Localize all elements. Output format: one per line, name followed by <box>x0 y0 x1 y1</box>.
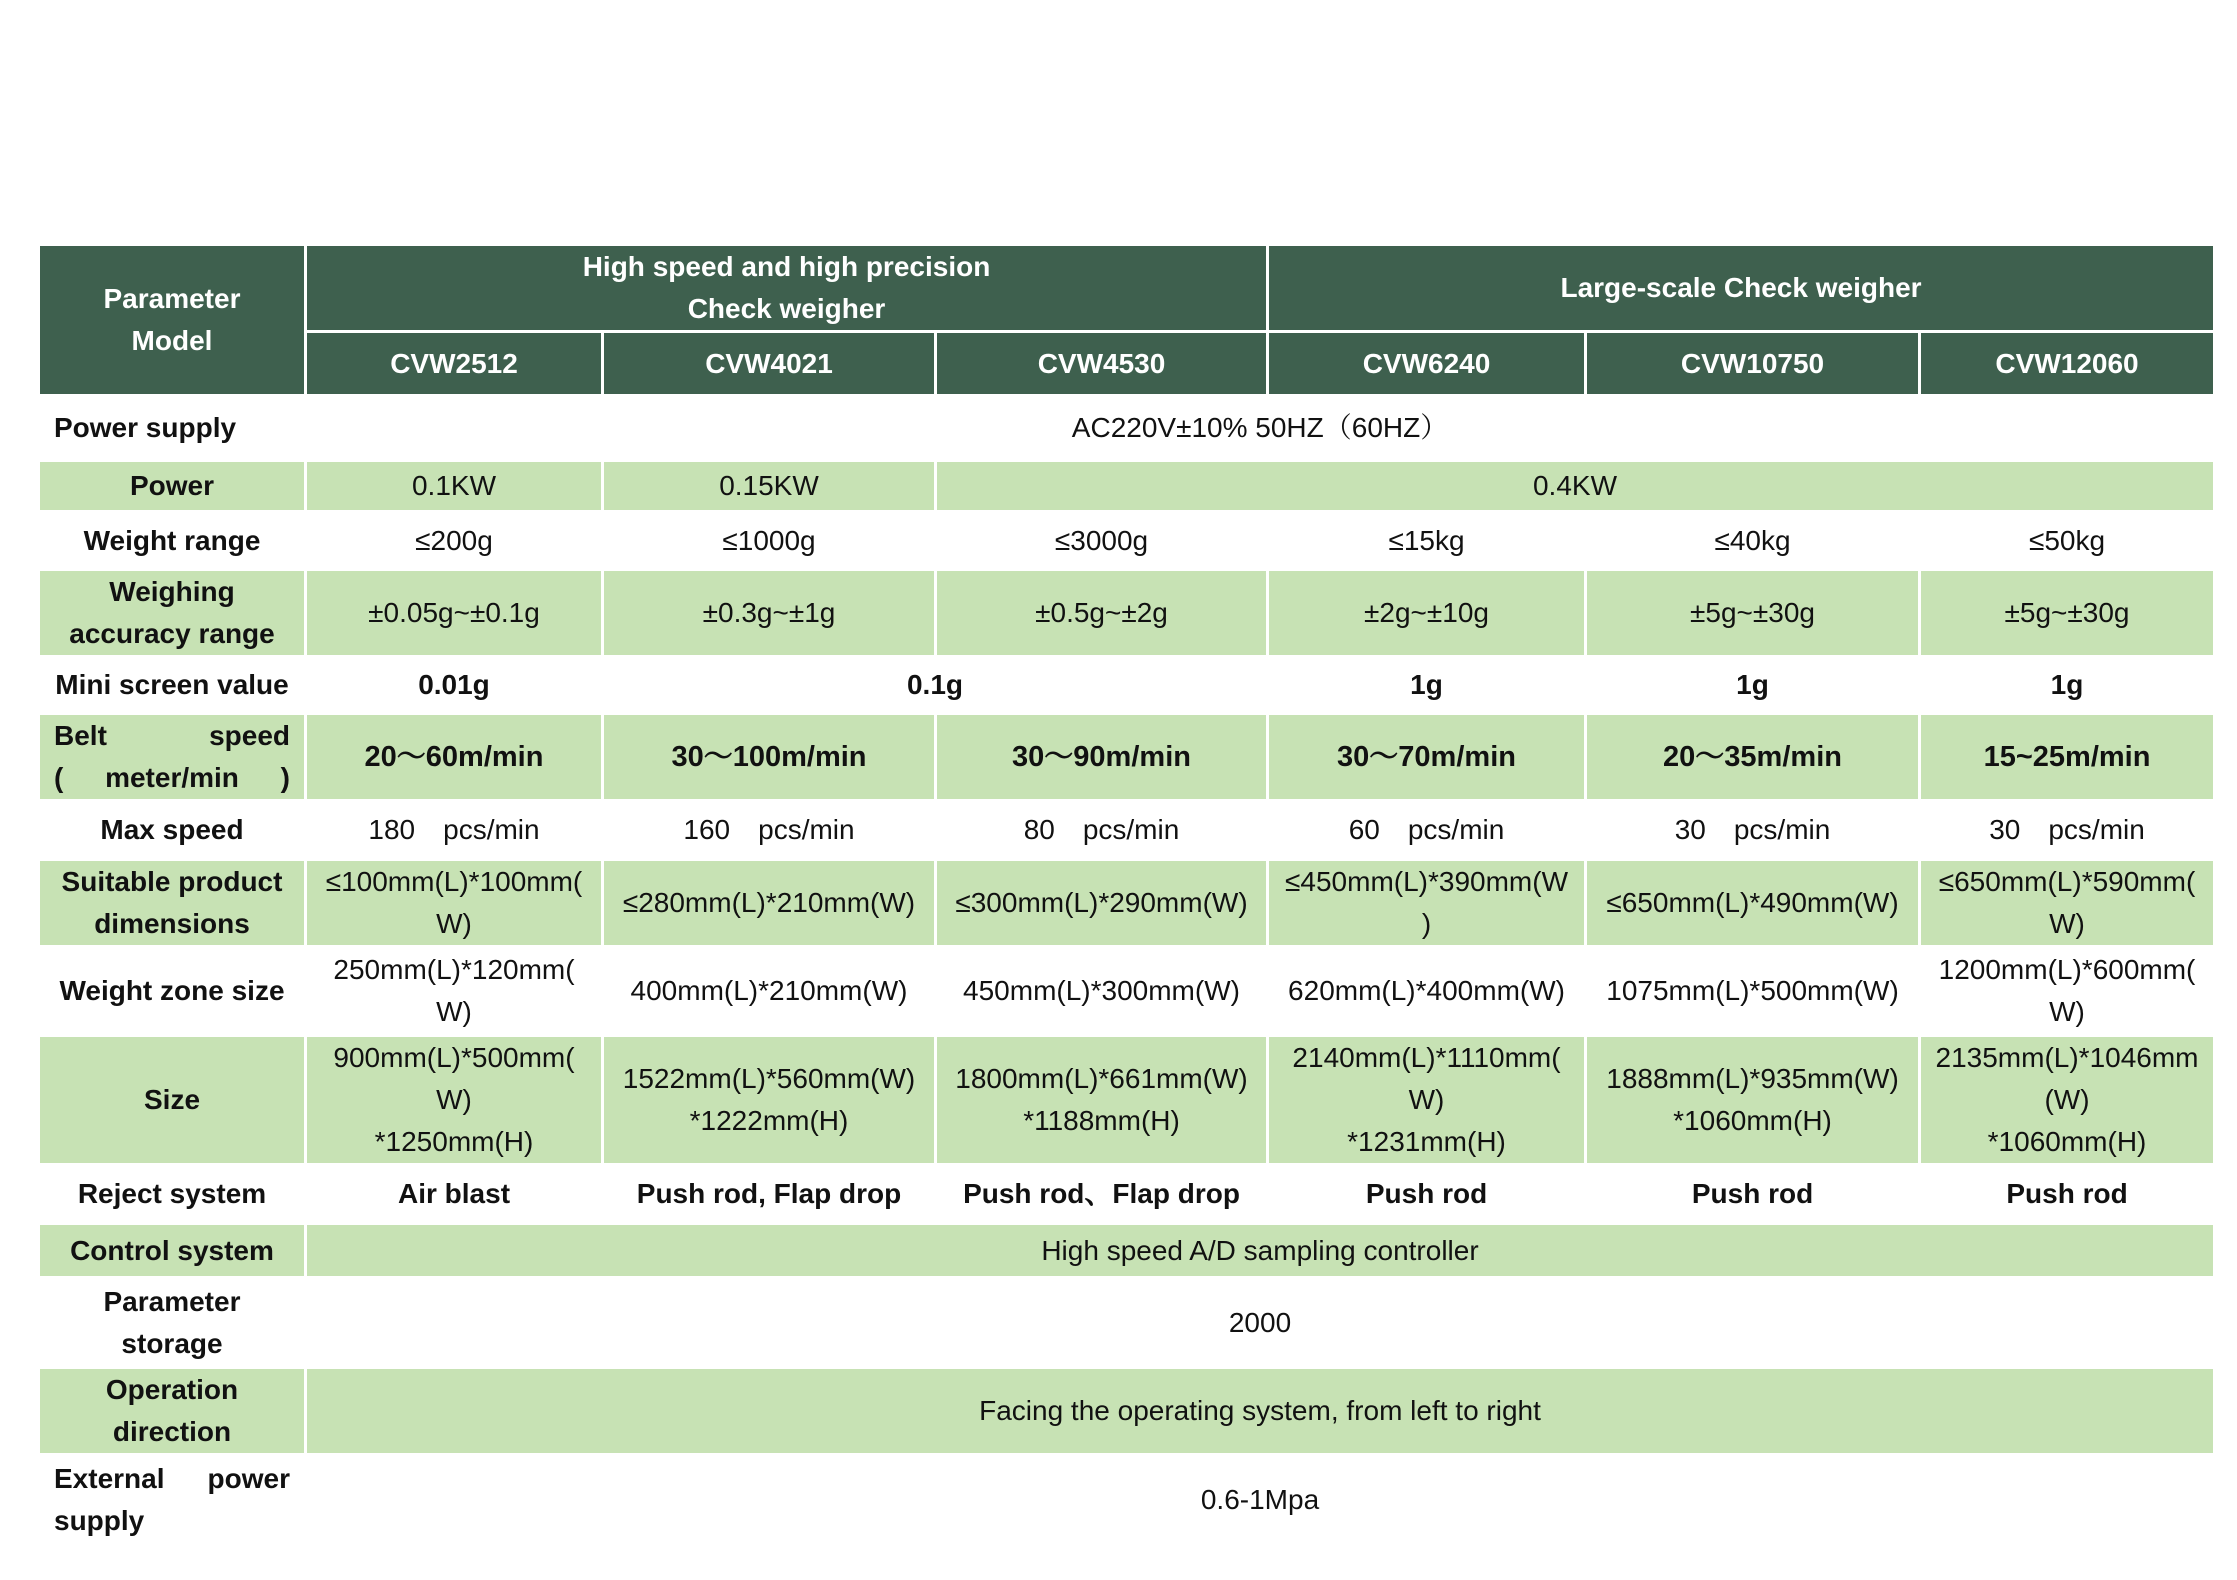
row-label <box>39 860 306 947</box>
cell-value: 30～100m/min <box>603 714 936 801</box>
cell-line: W) <box>436 908 472 939</box>
cell-value: 180 pcs/min <box>306 801 603 860</box>
cell-value <box>1268 1036 1586 1165</box>
row-label <box>39 1278 306 1368</box>
cell-line: 2140mm(L)*1110mm( <box>1292 1042 1561 1073</box>
row-accuracy <box>39 570 2215 657</box>
cell-line: W) <box>436 996 472 1027</box>
cell-line: W) <box>1408 1084 1445 1115</box>
cell-line: 1522mm(L)*560mm(W) <box>622 1063 916 1094</box>
cell-line: ) <box>1421 908 1432 939</box>
header-group-large-scale: Large-scale Check weigher <box>1268 245 2215 332</box>
cell-value: Push rod、Flap drop <box>936 1165 1268 1224</box>
cell-value: High speed A/D sampling controller <box>306 1224 2215 1278</box>
cell-value: Facing the operating system, from left to right <box>306 1368 2215 1455</box>
row-label-line: accuracy range <box>69 618 275 649</box>
row-control-system <box>39 1224 2215 1278</box>
header-group-high-speed <box>306 245 1268 332</box>
cell-line: W) <box>2049 908 2085 939</box>
cell-value: Push rod <box>1920 1165 2215 1224</box>
cell-line: *1060mm(H) <box>1673 1105 1832 1136</box>
cell-value: 80 pcs/min <box>936 801 1268 860</box>
row-reject-system <box>39 1165 2215 1224</box>
row-power <box>39 461 2215 512</box>
cell-line: (W) <box>2044 1084 2090 1115</box>
cell-line: W) <box>436 1084 472 1115</box>
cell-value: 30 pcs/min <box>1586 801 1920 860</box>
row-label-line: ( meter/min ) <box>54 762 290 793</box>
row-label <box>39 1455 306 1545</box>
cell-line: 900mm(L)*500mm( <box>333 1042 575 1073</box>
row-label: Weight range <box>39 512 306 570</box>
cell-line: *1222mm(H) <box>689 1105 849 1136</box>
cell-value: 30～90m/min <box>936 714 1268 801</box>
cell-value: 15~25m/min <box>1920 714 2215 801</box>
header-corner-line1: Parameter <box>103 283 241 314</box>
row-label-line: External power <box>54 1462 290 1494</box>
header-corner-line2: Model <box>131 325 213 356</box>
cell-line: W) <box>2049 996 2085 1027</box>
row-label: Weight zone size <box>39 947 306 1036</box>
cell-line: *1188mm(H) <box>1023 1105 1180 1136</box>
cell-value: Push rod <box>1586 1165 1920 1224</box>
row-belt-speed <box>39 714 2215 801</box>
cell-value: 30 pcs/min <box>1920 801 2215 860</box>
model-header: CVW4530 <box>936 332 1268 396</box>
cell-value: ±0.3g~±1g <box>603 570 936 657</box>
row-label-line: direction <box>112 1416 232 1447</box>
row-max-speed <box>39 801 2215 860</box>
cell-value: 30～70m/min <box>1268 714 1586 801</box>
row-label-line: supply <box>54 1504 145 1536</box>
cell-line: 1200mm(L)*600mm( <box>1938 954 2196 985</box>
cell-line: *1060mm(H) <box>1987 1126 2147 1157</box>
cell-value: ±2g~±10g <box>1268 570 1586 657</box>
row-operation-direction <box>39 1368 2215 1455</box>
cell-value: 0.15KW <box>603 461 936 512</box>
model-header: CVW6240 <box>1268 332 1586 396</box>
cell-value: ≤200g <box>306 512 603 570</box>
row-label-line: Suitable product <box>61 866 283 897</box>
row-parameter-storage <box>39 1278 2215 1368</box>
cell-value <box>306 1036 603 1165</box>
cell-value <box>306 947 603 1036</box>
cell-line: *1250mm(H) <box>374 1126 534 1157</box>
cell-value: 1g <box>1586 657 1920 714</box>
cell-value: AC220V±10% 50HZ（60HZ） <box>306 396 2215 461</box>
cell-value: ≤15kg <box>1268 512 1586 570</box>
cell-value: Air blast <box>306 1165 603 1224</box>
row-label-line: Parameter <box>103 1285 241 1317</box>
cell-value: ±0.05g~±0.1g <box>306 570 603 657</box>
header-corner <box>39 245 306 396</box>
cell-value <box>1920 947 2215 1036</box>
spec-table <box>37 243 2216 1546</box>
cell-value <box>1586 1036 1920 1165</box>
cell-value: 160 pcs/min <box>603 801 936 860</box>
cell-value: 1g <box>1920 657 2215 714</box>
row-power-supply <box>39 396 2215 461</box>
model-header: CVW12060 <box>1920 332 2215 396</box>
cell-line: ≤100mm(L)*100mm( <box>325 866 583 897</box>
row-label-line: Operation <box>105 1374 239 1405</box>
row-label-line: Belt speed <box>54 720 290 751</box>
cell-line: ≤650mm(L)*590mm( <box>1938 866 2196 897</box>
model-header: CVW4021 <box>603 332 936 396</box>
row-weight-zone-size <box>39 947 2215 1036</box>
cell-value: 60 pcs/min <box>1268 801 1586 860</box>
row-external-power <box>39 1455 2215 1545</box>
header-group1-line1: High speed and high precision <box>582 251 991 282</box>
cell-line: 1800mm(L)*661mm(W) <box>955 1063 1248 1094</box>
cell-value: ±5g~±30g <box>1920 570 2215 657</box>
row-label <box>39 570 306 657</box>
cell-line: 2135mm(L)*1046mm <box>1935 1042 2199 1073</box>
row-weight-range <box>39 512 2215 570</box>
cell-value: 620mm(L)*400mm(W) <box>1268 947 1586 1036</box>
row-label <box>39 714 306 801</box>
cell-value: ≤280mm(L)*210mm(W) <box>603 860 936 947</box>
cell-value: 0.1g <box>603 657 1268 714</box>
cell-value: 20～60m/min <box>306 714 603 801</box>
model-header: CVW10750 <box>1586 332 1920 396</box>
cell-value: 1075mm(L)*500mm(W) <box>1586 947 1920 1036</box>
model-header: CVW2512 <box>306 332 603 396</box>
cell-line: 1888mm(L)*935mm(W) <box>1606 1063 1899 1094</box>
header-row-models <box>39 332 2215 396</box>
cell-line: ≤450mm(L)*390mm(W <box>1285 866 1568 897</box>
row-size <box>39 1036 2215 1165</box>
cell-value: 400mm(L)*210mm(W) <box>603 947 936 1036</box>
cell-value: 20～35m/min <box>1586 714 1920 801</box>
row-product-dimensions <box>39 860 2215 947</box>
cell-value: 0.6-1Mpa <box>306 1455 2215 1545</box>
cell-value: 1g <box>1268 657 1586 714</box>
cell-value: ≤1000g <box>603 512 936 570</box>
cell-value: 2000 <box>306 1278 2215 1368</box>
row-label: Mini screen value <box>39 657 306 714</box>
cell-line: *1231mm(H) <box>1347 1126 1506 1157</box>
cell-value <box>936 1036 1268 1165</box>
cell-value: ±5g~±30g <box>1586 570 1920 657</box>
cell-value: 450mm(L)*300mm(W) <box>936 947 1268 1036</box>
row-label <box>39 1368 306 1455</box>
cell-value: Push rod <box>1268 1165 1586 1224</box>
cell-value: ≤50kg <box>1920 512 2215 570</box>
row-label: Size <box>39 1036 306 1165</box>
row-label-line: Weighing <box>109 576 235 607</box>
cell-value: Push rod, Flap drop <box>603 1165 936 1224</box>
row-label: Control system <box>39 1224 306 1278</box>
cell-value <box>1920 860 2215 947</box>
header-row-groups <box>39 245 2215 332</box>
cell-value: ≤3000g <box>936 512 1268 570</box>
cell-value: ≤300mm(L)*290mm(W) <box>936 860 1268 947</box>
row-label: Power supply <box>39 396 306 461</box>
cell-line: 250mm(L)*120mm( <box>333 954 575 985</box>
cell-value: ≤40kg <box>1586 512 1920 570</box>
cell-value: 0.1KW <box>306 461 603 512</box>
cell-value: ≤650mm(L)*490mm(W) <box>1586 860 1920 947</box>
cell-value: 0.01g <box>306 657 603 714</box>
header-group1-line2: Check weigher <box>687 293 886 324</box>
row-label-line: dimensions <box>94 908 250 939</box>
row-label: Power <box>39 461 306 512</box>
cell-value: ±0.5g~±2g <box>936 570 1268 657</box>
cell-value <box>306 860 603 947</box>
cell-value <box>1920 1036 2215 1165</box>
cell-value <box>1268 860 1586 947</box>
cell-value <box>603 1036 936 1165</box>
row-mini-screen <box>39 657 2215 714</box>
row-label: Max speed <box>39 801 306 860</box>
row-label-line: storage <box>121 1327 223 1359</box>
row-label: Reject system <box>39 1165 306 1224</box>
cell-value: 0.4KW <box>936 461 2215 512</box>
